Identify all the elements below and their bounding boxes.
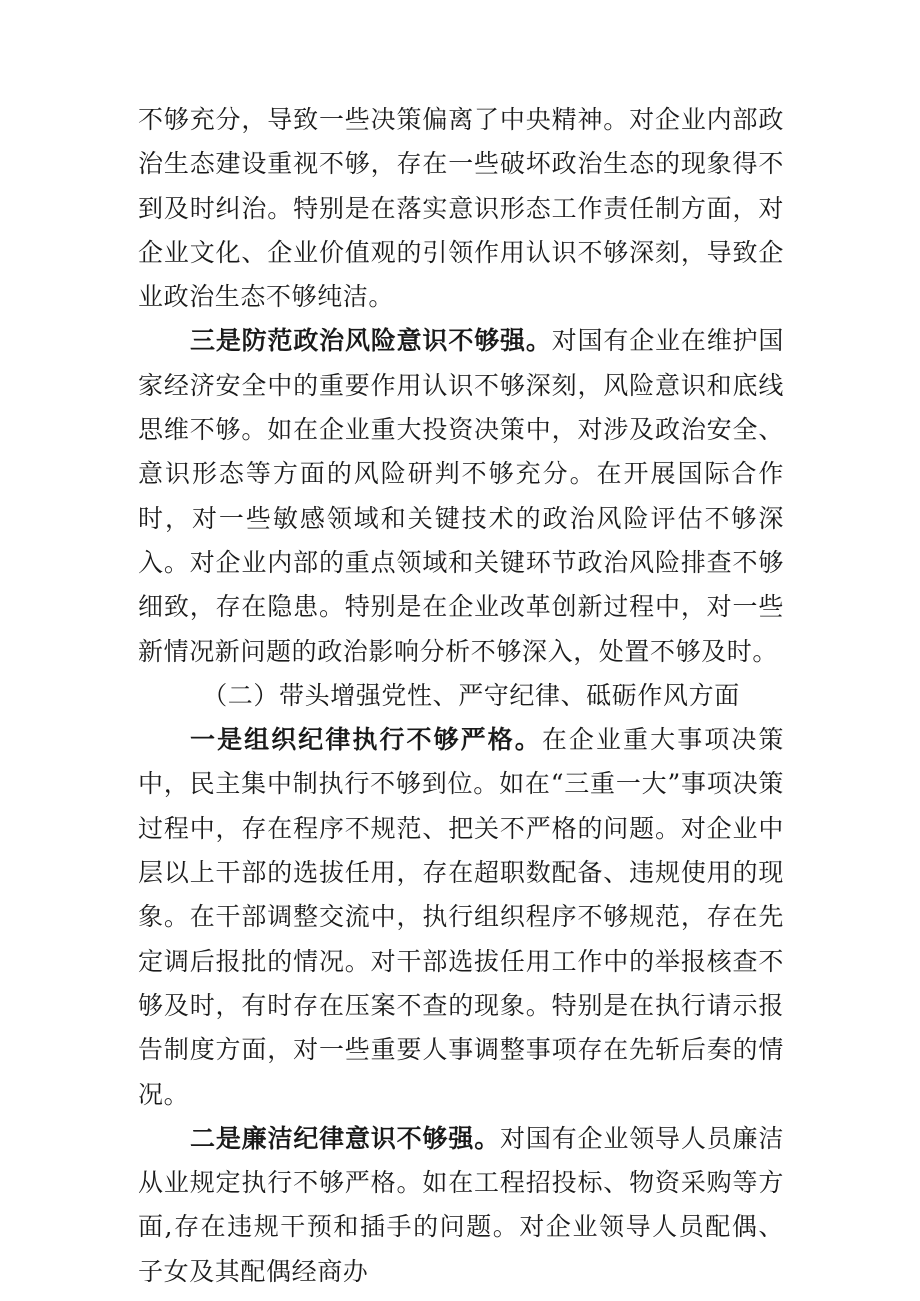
section-heading-text: （二）带头增强党性、严守纪律、砥砺作风方面	[202, 680, 740, 710]
paragraph-text: 对国有企业领导人员廉洁从业规定执行不够严格。如在工程招投标、物资采购等方面,存在违规干预和插手的问题。对企业领导人员配偶、子女及其配偶经商办	[138, 1123, 784, 1286]
paragraph-political-risk	[138, 319, 784, 673]
document-body	[138, 98, 784, 1294]
paragraph-text: 对国有企业在维护国家经济安全中的重要作用认识不够深刻，风险意识和底线思维不够。如在企业重大投资决策中，对涉及政治安全、意识形态等方面的风险研判不够充分。在开展国际合作时，对一些敏感领域和关键技术的政治风险评估不够深入。对企业内部的重点领域和关键环节政治风险排查不够细致，存在隐患。特别是在企业改革创新过程中，对一些新情况新问题的政治影响分析不够深入，处置不够及时。	[138, 326, 784, 666]
paragraph-text: 在企业重大事项决策中，民主集中制执行不够到位。如在“三重一大”事项决策过程中，存在程序不规范、把关不严格的问题。对企业中层以上干部的选拔任用，存在超职数配备、违规使用的现象。在干部调整交流中，执行组织程序不够规范，存在先定调后报批的情况。对干部选拔任用工作中的举报核查不够及时，有时存在压案不查的现象。特别是在执行请示报告制度方面，对一些重要人事调整事项存在先斩后奏的情况。	[138, 725, 784, 1109]
paragraph-organizational-discipline	[138, 718, 784, 1117]
paragraph-lead: 三是防范政治风险意识不够强。	[190, 326, 552, 356]
paragraph-continuation	[138, 98, 784, 319]
section-heading	[138, 674, 784, 718]
paragraph-text: 不够充分，导致一些决策偏离了中央精神。对企业内部政治生态建设重视不够，存在一些破坏政治生态的现象得不到及时纠治。特别是在落实意识形态工作责任制方面，对企业文化、企业价值观的引领作用认识不够深刻，导致企业政治生态不够纯洁。	[138, 105, 784, 312]
paragraph-integrity-discipline	[138, 1117, 784, 1294]
paragraph-lead: 一是组织纪律执行不够严格。	[190, 725, 542, 755]
paragraph-lead: 二是廉洁纪律意识不够强。	[190, 1123, 501, 1153]
